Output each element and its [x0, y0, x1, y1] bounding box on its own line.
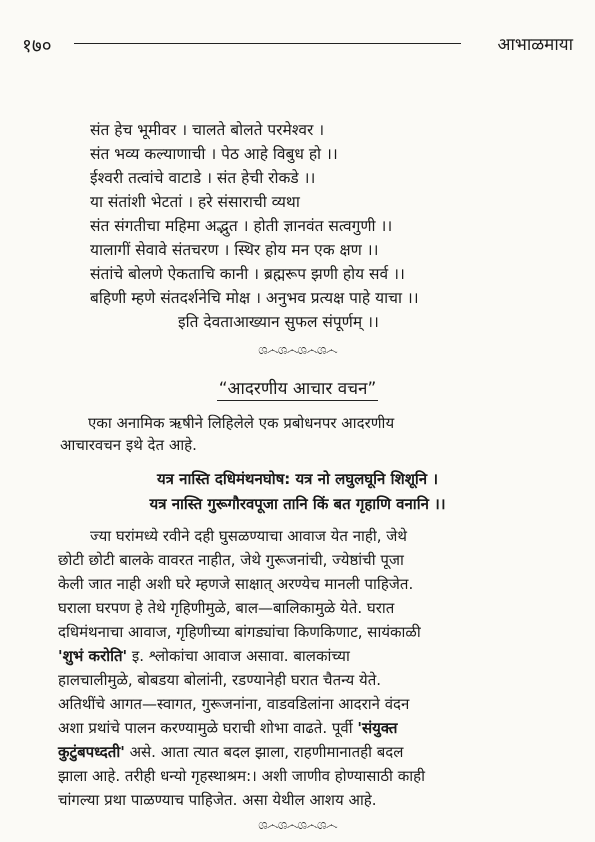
emphasis: 'शुभं करोति' — [58, 647, 128, 665]
paragraph-line: अतिथींचे आगत—स्वागत, गुरूजनांना, वाडवडिलांना आदराने वंदन — [58, 695, 410, 713]
sanskrit-line: यत्र नास्ति गुरूगौरवपूजा तानि किं बत गृहाणि वनानि ।। — [149, 495, 446, 513]
paragraph-line — [58, 742, 560, 762]
intro-line: एका अनामिक ऋषीने लिहिलेले एक प्रबोधनपर आदरणीय — [88, 414, 395, 432]
paragraph-line: घराला घरपण हे तेथे गृहिणीमुळे, बाल—बालिकामुळे येते. घरात — [58, 599, 395, 617]
paragraph-line: चांगल्या प्रथा पाळण्याच पाहिजेत. असा येथील आशय आहे. — [58, 791, 377, 809]
verse-line: संत संगतीचा महिमा अद्भुत । होती ज्ञानवंत सत्वगुणी ।। — [90, 217, 393, 235]
verse-line: यालागीं सेवावे संतचरण । स्थिर होय मन एक क्षण ।। — [90, 241, 379, 259]
section-title-text: “आदरणीय आचार वचन” — [218, 379, 377, 399]
verse-line: संतांचे बोलणे ऐकताचि कानी । ब्रह्मरूप झणी होय सर्व ।। — [90, 265, 405, 283]
page-number: १७० — [22, 35, 52, 57]
section-title — [0, 376, 595, 399]
verse-line: संत भव्य कल्याणाची । पेठ आहे विबुध हो ।। — [90, 145, 338, 163]
verse-line: या संतांशी भेटतां । हरे संसाराची व्यथा — [90, 193, 300, 211]
paragraph-line: छोटी छोटी बालके वावरत नाहीत, जेथे गुरूजनांची, ज्येष्ठांची पूजा — [58, 551, 404, 569]
verse-line: ईश्वरी तत्वांचे वाटाडे । संत हेची रोकडे ।। — [90, 169, 316, 187]
emphasis: 'संयुक्त — [357, 719, 398, 737]
page-header — [22, 32, 573, 56]
paragraph-line: ज्या घरांमध्ये रवीने दही घुसळण्याचा आवाज येत नाही, जेथे — [90, 527, 408, 545]
ornament-divider: ශ෴ශ෴ශ෴ශ෴ — [258, 343, 337, 358]
verse-line: इति देवताआख्यान सुफल संपूर्णम् ।। — [178, 313, 379, 331]
paragraph-line — [58, 646, 560, 666]
verse-line: बहिणी म्हणे संतदर्शनेचि मोक्ष । अनुभव प्रत्यक्ष पाहे याचा ।। — [90, 289, 419, 307]
emphasis: कुटुंबपध्दती' — [58, 743, 125, 761]
paragraph-text: अशा प्रथांचे पालन करण्यामुळे घराची शोभा वाढते. पूर्वी — [58, 719, 358, 737]
sanskrit-line: यत्र नास्ति दधिमंथनघोष: यत्र नो लघुलघूनि शिशूनि । — [156, 470, 439, 488]
paragraph-line: झाला आहे. तरीही धन्यो गृहस्थाश्रम:। अशी जाणीव होण्यासाठी काही — [58, 767, 425, 785]
running-title: आभाळमाया — [497, 35, 573, 55]
header-rule — [74, 43, 461, 44]
verse-line: संत हेच भूमीवर । चालते बोलते परमेश्वर । — [90, 121, 325, 139]
intro-text — [60, 412, 548, 456]
ornament-divider: ශ෴ශ෴ශ෴ශ෴ — [258, 818, 337, 833]
paragraph-line: हालचालीमुळे, बोबडया बोलांनी, रडण्यानेही घरात चैतन्य येते. — [58, 671, 382, 689]
paragraph-text: असे. आता त्यात बदल झाला, राहणीमानातही बदल — [124, 743, 404, 761]
intro-line: आचारवचन इथे देत आहे. — [60, 436, 197, 454]
paragraph-line: दधिमंथनाचा आवाज, गृहिणीच्या बांगड्यांचा किणकिणाट, सायंकाळी — [58, 623, 421, 641]
paragraph-text: इ. श्लोकांचा आवाज असावा. बालकांच्या — [127, 647, 350, 665]
paragraph-line: केली जात नाही अशी घरे म्हणजे साक्षात् अरण्येच मानली पाहिजेत. — [58, 575, 414, 593]
paragraph-line — [58, 718, 560, 738]
